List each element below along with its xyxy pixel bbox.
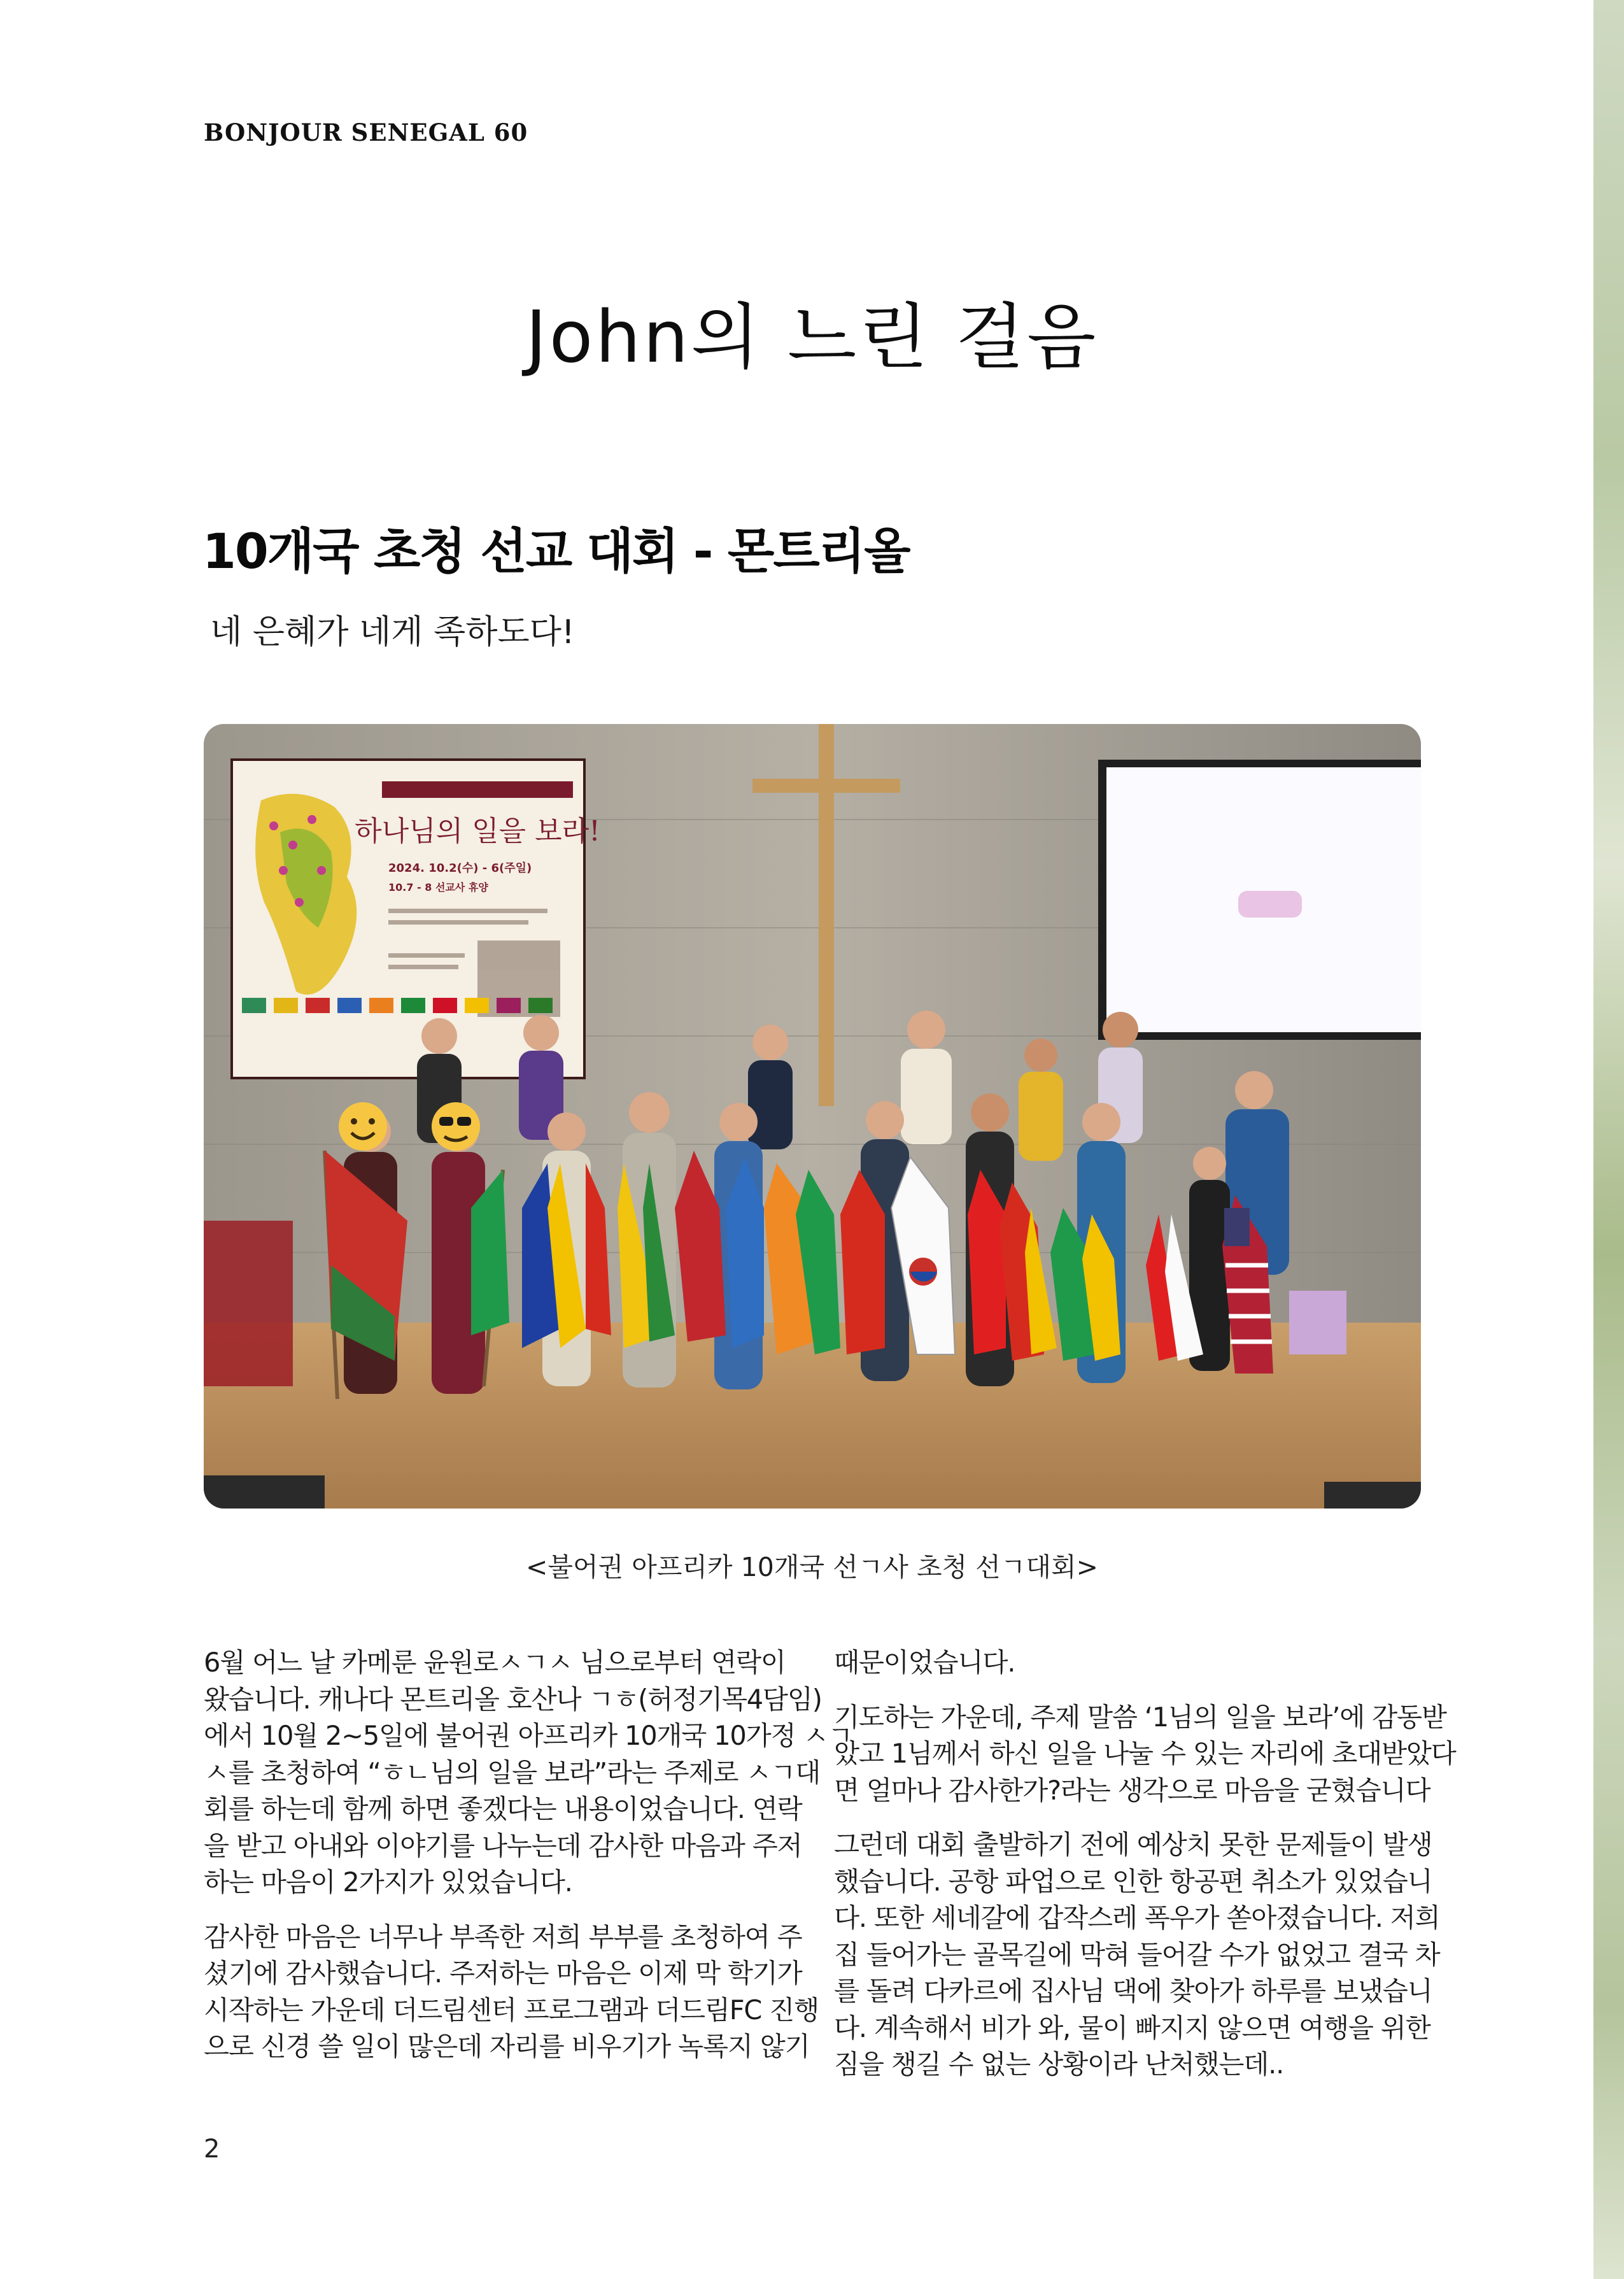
left-column	[204, 1644, 853, 2083]
text-line: 시작하는 가운데 더드림센터 프로그램과 더드림FC 진행	[204, 1994, 819, 2026]
subtitle: 네 은혜가 네게 족하도다!	[210, 613, 575, 651]
text-line: 다. 계속해서 비가 와, 물이 빠지지 않으면 여행을 위한	[834, 2012, 1430, 2043]
poster-title: 하나님의 일을 보라!	[355, 815, 600, 848]
page-title: John의 느린 걸음	[525, 296, 1099, 379]
page-number: 2	[204, 2134, 220, 2164]
text-line: 면 얼마나 감사한가?라는 생각으로 마음을 굳혔습니다	[834, 1774, 1430, 1806]
text-line: 하는 마음이 2가지가 있었습니다.	[204, 1866, 572, 1898]
text-line: 를 돌려 다카르에 집사님 댁에 찾아가 하루를 보냈습니	[834, 1975, 1432, 2006]
text-line: 았고 1님께서 하신 일을 나눌 수 있는 자리에 초대받았다	[834, 1738, 1456, 1769]
running-head: BONJOUR SENEGAL 60	[204, 118, 528, 146]
text-line: 셨기에 감사했습니다. 주저하는 마음은 이제 막 학기가	[204, 1957, 802, 1989]
text-line: 회를 하는데 함께 하면 좋겠다는 내용이었습니다. 연락	[204, 1793, 802, 1824]
section-heading: 10개국 초청 선교 대회 - 몬트리올	[202, 523, 910, 579]
text-line: 그런데 대회 출발하기 전에 예상치 못한 문제들이 발생	[834, 1829, 1432, 1860]
text-line: 6월 어느 날 카메룬 윤원로ㅅㄱㅅ 님으로부터 연락이	[204, 1647, 786, 1678]
text-line: ㅅ를 초청하여 “ㅎㄴ님의 일을 보라”라는 주제로 ㅅㄱ대	[204, 1756, 821, 1788]
paragraph	[834, 1826, 1440, 2083]
group-photo	[204, 724, 1421, 1509]
paragraph	[204, 1644, 853, 1901]
text-line: 다. 또한 세네갈에 갑작스레 폭우가 쏟아졌습니다. 저희	[834, 1902, 1440, 1933]
right-column	[834, 1644, 1456, 2101]
text-line: 짐을 챙길 수 없는 상황이라 난처했는데..	[834, 2048, 1284, 2080]
poster-date: 2024. 10.2(수) - 6(주일)	[388, 862, 532, 875]
text-line: 집 들어가는 골목길에 막혀 들어갈 수가 없었고 결국 차	[834, 1938, 1440, 1970]
poster-date-2: 10.7 - 8 선교사 휴양	[388, 881, 488, 893]
text-line: 에서 10월 2~5일에 불어권 아프리카 10개국 10가정 ㅅㄱ	[204, 1720, 853, 1751]
photo-caption: <불어권 아프리카 10개국 선ㄱ사 초청 선ㄱ대회>	[526, 1552, 1098, 1582]
text-line: 으로 신경 쓸 일이 많은데 자리를 비우기가 녹록지 않기	[204, 2031, 810, 2062]
text-line: 때문이었습니다.	[834, 1647, 1015, 1678]
text-line: 감사한 마음은 너무나 부족한 저희 부부를 초청하여 주	[204, 1920, 802, 1952]
text-line: 했습니다. 공항 파업으로 인한 항공편 취소가 있었습니	[834, 1865, 1432, 1897]
text-line: 을 받고 아내와 이야기를 나누는데 감사한 마음과 주저	[204, 1829, 802, 1861]
paragraph	[834, 1644, 1420, 1681]
paragraph	[204, 1919, 819, 2065]
text-line: 왔습니다. 캐나다 몬트리올 호산나 ㄱㅎ(허정기목4담임)	[204, 1683, 822, 1715]
paragraph	[834, 1699, 1456, 1809]
text-line: 기도하는 가운데, 주제 말씀 ‘1님의 일을 보라’에 감동받	[834, 1701, 1446, 1733]
